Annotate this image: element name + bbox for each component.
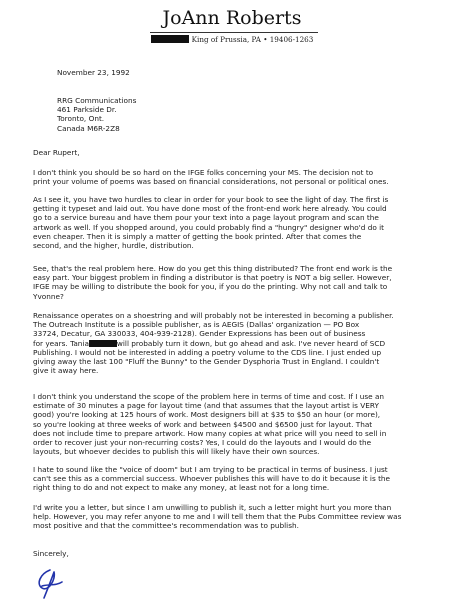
text-line: does not include time to prepare artwork. How many copies at what price will you need to sell in xyxy=(33,428,387,438)
text-line: good) you're looking at 125 hours of work. Most designers bill at $35 to $50 an hour (or more), xyxy=(33,410,381,420)
text-line: IFGE may be willing to distribute the book for you, if you do the printing. Why not call and talk to xyxy=(33,282,388,292)
text-line: go to a service bureau and have them pour your text into a page layout program and scan the xyxy=(33,213,379,223)
text-line: second, and the higher, hurdle, distribution. xyxy=(33,241,194,251)
text-line: easy part. Your biggest problem in finding a distributor is that poetry is NOT a big seller. However, xyxy=(33,273,392,283)
text-fragment: for years. Tania xyxy=(33,338,89,348)
text-line: Renaissance operates on a shoestring and will probably not be interested in becoming a publisher. xyxy=(33,311,394,320)
text-line: even cheaper. Then it is simply a matter of getting the book printed. After that comes the xyxy=(33,231,362,241)
text-line: As I see it, you have two hurdles to clear in order for your book to see the light of day. The first is xyxy=(33,195,389,204)
recipient-address xyxy=(57,96,136,133)
redacted-block xyxy=(151,35,189,43)
text-line: layouts, but whoever decides to publish this will likely have their own sources. xyxy=(33,447,320,457)
text-line: artwork as well. If you shopped around, you could probably find a "hungry" designer who'd do it xyxy=(33,222,385,232)
text-line: I hate to sound like the "voice of doom" but I am trying to be practical in terms of business. I just xyxy=(33,465,388,474)
text-line: Yvonne? xyxy=(33,291,64,301)
paragraph-4 xyxy=(33,311,435,375)
text-fragment: will probably turn it down, but go ahead and ask. I've never heard of SCD xyxy=(116,338,386,348)
recipient-line: 461 Parkside Dr. xyxy=(57,105,117,115)
recipient-line: Toronto, Ont. xyxy=(57,114,105,124)
letterhead-rule xyxy=(150,32,318,33)
text-line: estimate of 30 minutes a page for layout time (and that assumes that the layout artist is VERY xyxy=(33,401,379,411)
text-line: right thing to do and not expect to make any money, at least not for a long time. xyxy=(33,483,330,493)
text-line: I don't think you understand the scope of the problem here in terms of time and cost. If I use an xyxy=(33,392,385,401)
text-line: getting it typeset and laid out. You have done most of the front-end work here already. You could xyxy=(33,204,387,214)
recipient-line: Canada M6R-2Z8 xyxy=(57,123,120,133)
paragraph-3 xyxy=(33,264,435,301)
paragraph-6 xyxy=(33,465,435,493)
text-line: so you're looking at three weeks of work and between $4500 and $6500 just for layout. That xyxy=(33,419,373,429)
signature-icon xyxy=(34,566,64,600)
text-line: giving away the last 100 "Fluff the Bunny" to the Gender Dysphoria Trust in England. I couldn't xyxy=(33,357,380,367)
text-line: give it away here. xyxy=(33,366,99,376)
closing: Sincerely, xyxy=(33,549,69,558)
recipient-line: RRG Communications xyxy=(57,96,137,105)
text-line: Publishing. I would not be interested in adding a poetry volume to the CDS line. I just ended up xyxy=(33,347,382,357)
redacted-block xyxy=(89,340,117,347)
letterhead-address xyxy=(0,35,464,44)
salutation: Dear Rupert, xyxy=(33,148,80,157)
text-line: I'd write you a letter, but since I am unwilling to publish it, such a letter might hurt you more than xyxy=(33,503,392,512)
text-line: help. However, you may refer anyone to me and I will tell them that the Pubs Committee review was xyxy=(33,512,402,522)
letter-date: November 23, 1992 xyxy=(57,68,130,77)
text-line: order to recover just your non-recurring costs? Yes, I could do the layouts and I would do the xyxy=(33,438,372,448)
paragraph-7 xyxy=(33,503,435,531)
text-line: 33724, Decatur, GA 330033, 404-939-2128). Gender Expressions has been out of business xyxy=(33,329,366,339)
letterhead-name: JoAnn Roberts xyxy=(162,7,302,29)
text-line: most positive and that the committee's recommendation was to publish. xyxy=(33,521,299,531)
text-line: I don't think you should be so hard on the IFGE folks concerning your MS. The decision not to xyxy=(33,168,374,177)
text-line: The Outreach Institute is a possible publisher, as is AEGIS (Dallas' organization — PO Box xyxy=(33,320,360,330)
paragraph-1 xyxy=(33,168,435,186)
text-line: See, that's the real problem here. How do you get this thing distributed? The front end work is the xyxy=(33,264,393,273)
letterhead-address-text: King of Prussia, PA • 19406-1263 xyxy=(191,35,314,44)
text-line: print your volume of poems was based on financial considerations, not personal or political ones. xyxy=(33,177,389,187)
paragraph-5 xyxy=(33,392,435,456)
text-line xyxy=(33,339,435,348)
text-line: can't see this as a commercial success. Whoever publishes this will have to do it because it is the xyxy=(33,474,391,484)
paragraph-2 xyxy=(33,195,435,250)
